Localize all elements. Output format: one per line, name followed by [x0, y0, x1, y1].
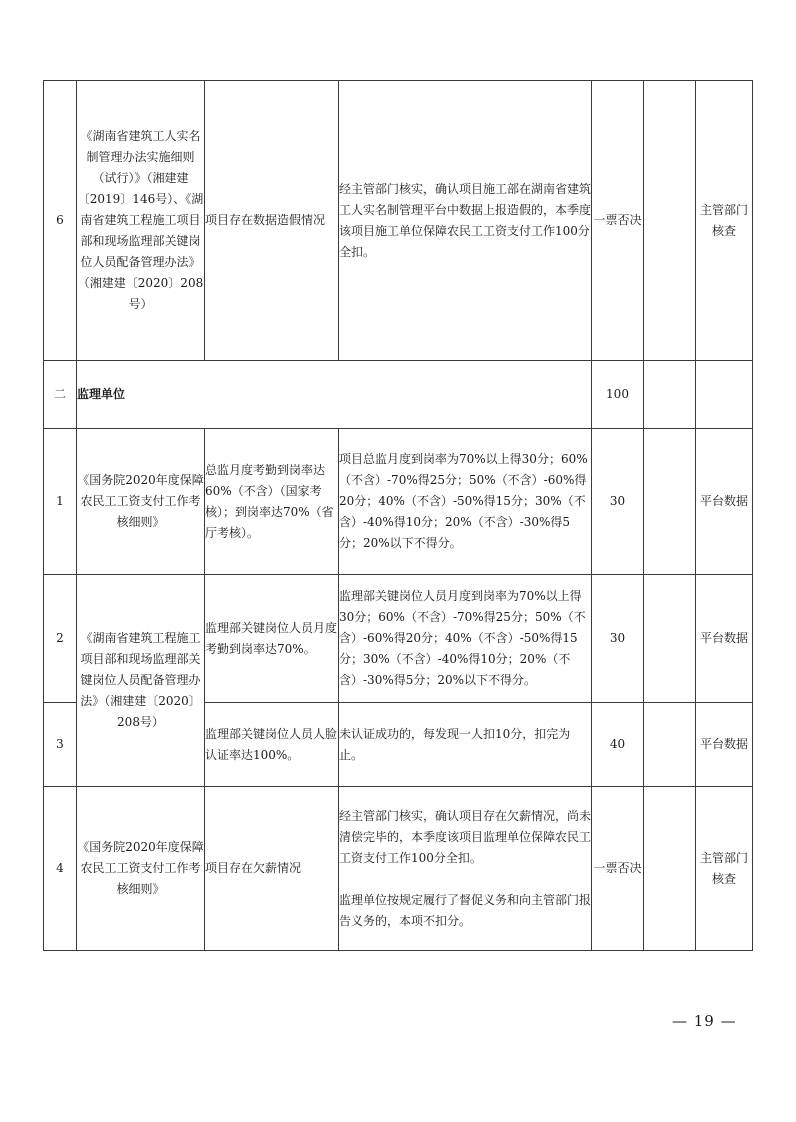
assessment-method-cell: 平台数据 [696, 575, 753, 703]
table-row [44, 787, 753, 951]
empty-cell [644, 575, 696, 703]
assessment-item-cell: 项目存在数据造假情况 [205, 81, 339, 361]
section-total-score: 100 [592, 361, 644, 429]
section-number: 二 [44, 361, 77, 429]
policy-basis-cell: 《湖南省建筑工人实名制管理办法实施细则（试行）》（湘建建〔2019〕146号）、《湖南省建筑工程施工项目部和现场监理部关键岗位人员配备管理办法》（湘建建〔2020〕208号） [77, 81, 205, 361]
assessment-table [43, 80, 753, 951]
assessment-method-cell: 平台数据 [696, 703, 753, 787]
assessment-item-cell: 监理部关键岗位人员月度考勤到岗率达70%。 [205, 575, 339, 703]
scoring-rule-paragraph: 监理单位按规定履行了督促义务和向主管部门报告义务的，本项不扣分。 [339, 892, 592, 928]
row-number: 2 [44, 575, 77, 703]
page-number: — 19 — [672, 1012, 737, 1030]
score-cell: 一票否决 [592, 787, 644, 951]
row-number: 4 [44, 787, 77, 951]
assessment-method-cell: 主管部门核查 [696, 787, 753, 951]
empty-cell [644, 81, 696, 361]
scoring-rule-cell [339, 787, 592, 951]
table-row [44, 429, 753, 575]
empty-cell [644, 361, 696, 429]
scoring-rule-paragraph: 经主管部门核实，确认项目存在欠薪情况，尚未清偿完毕的，本季度该项目监理单位保障农民工工资支付工作100分全扣。 [339, 808, 592, 865]
section-header-row [44, 361, 753, 429]
section-title: 监理单位 [77, 361, 592, 429]
table-row [44, 81, 753, 361]
scoring-rule-cell: 经主管部门核实，确认项目施工部在湖南省建筑工人实名制管理平台中数据上报造假的，本季度该项目施工单位保障农民工工资支付工作100分全扣。 [339, 81, 592, 361]
score-cell: 30 [592, 429, 644, 575]
empty-cell [644, 787, 696, 951]
policy-basis-cell: 《国务院2020年度保障农民工工资支付工作考核细则》 [77, 787, 205, 951]
row-number: 3 [44, 703, 77, 787]
score-cell: 一票否决 [592, 81, 644, 361]
empty-cell [644, 429, 696, 575]
empty-cell [696, 361, 753, 429]
assessment-item-cell: 监理部关键岗位人员人脸认证率达100%。 [205, 703, 339, 787]
row-number: 6 [44, 81, 77, 361]
empty-cell [644, 703, 696, 787]
row-number: 1 [44, 429, 77, 575]
policy-basis-cell: 《国务院2020年度保障农民工工资支付工作考核细则》 [77, 429, 205, 575]
assessment-method-cell: 主管部门核查 [696, 81, 753, 361]
scoring-rule-cell: 未认证成功的，每发现一人扣10分，扣完为止。 [339, 703, 592, 787]
policy-basis-cell: 《湖南省建筑工程施工项目部和现场监理部关键岗位人员配备管理办法》（湘建建〔2020〕208号） [77, 575, 205, 787]
score-cell: 30 [592, 575, 644, 703]
paragraph-gap [339, 869, 591, 890]
assessment-item-cell: 项目存在欠薪情况 [205, 787, 339, 951]
scoring-rule-cell: 项目总监月度到岗率为70%以上得30分；60%（不含）-70%得25分；50%（不含）-60%得20分；40%（不含）-50%得15分；30%（不含）-40%得10分；20%（不含）-30%得5分；20%以下不得分。 [339, 429, 592, 575]
table-row [44, 575, 753, 703]
score-cell: 40 [592, 703, 644, 787]
assessment-item-cell: 总监月度考勤到岗率达60%（不含）（国家考核）；到岗率达70%（省厅考核）。 [205, 429, 339, 575]
assessment-method-cell: 平台数据 [696, 429, 753, 575]
scoring-rule-cell: 监理部关键岗位人员月度到岗率为70%以上得30分；60%（不含）-70%得25分；50%（不含）-60%得20分；40%（不含）-50%得15分；30%（不含）-40%得10分；20%（不含）-30%得5分；20%以下不得分。 [339, 575, 592, 703]
